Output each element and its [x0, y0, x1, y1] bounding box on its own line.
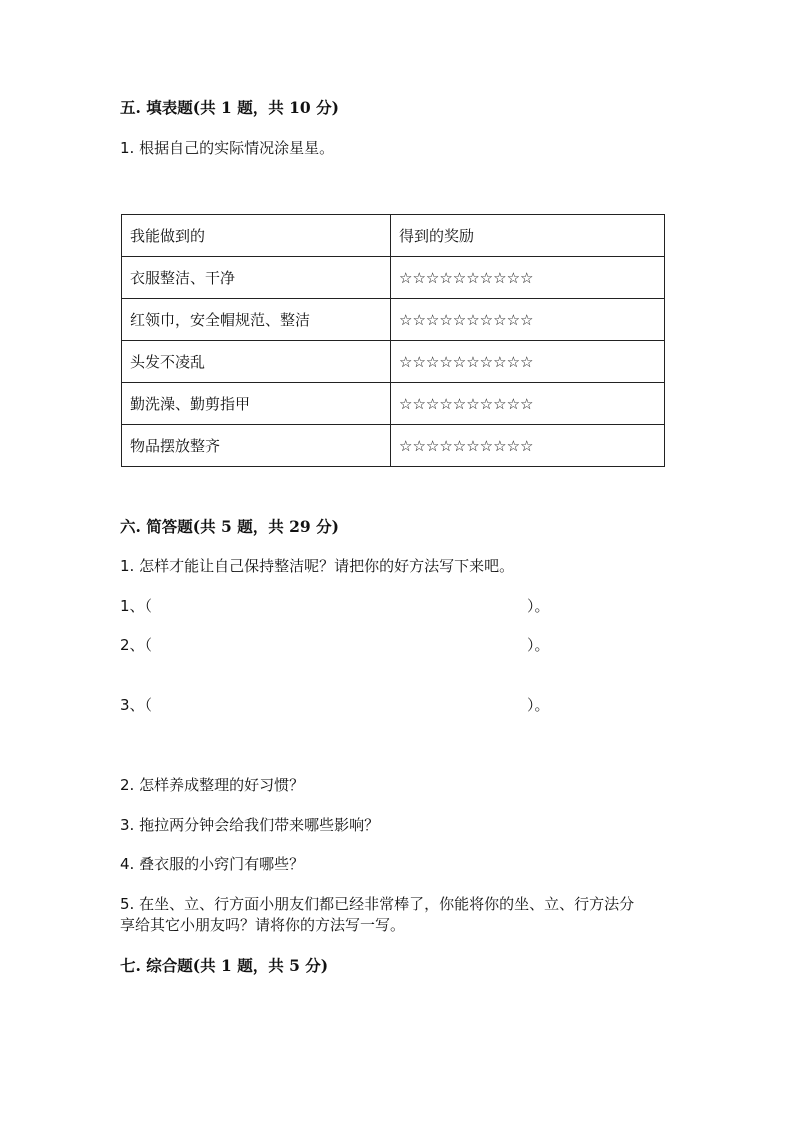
- blank-close: ）。: [527, 696, 550, 714]
- table-row: [122, 257, 665, 299]
- blank-open: 1、（: [120, 597, 153, 615]
- reward-table: [121, 214, 665, 467]
- section6-heading: 六. 简答题(共 5 题，共 29 分): [120, 517, 339, 536]
- blank-open: 3、（: [120, 696, 153, 714]
- section6-question-5-line2: 享给其它小朋友吗？请将你的方法写一写。: [120, 916, 406, 934]
- row-item: 衣服整洁、干净: [122, 257, 391, 299]
- row-item: 物品摆放整齐: [122, 425, 391, 467]
- table-row: [122, 425, 665, 467]
- row-item: 勤洗澡、勤剪指甲: [122, 383, 391, 425]
- section5-question: 1. 根据自己的实际情况涂星星。: [120, 139, 335, 157]
- table-row: [122, 341, 665, 383]
- star-rating[interactable]: ☆☆☆☆☆☆☆☆☆☆: [391, 341, 665, 383]
- table-header-row: [122, 215, 665, 257]
- blank-close: ）。: [527, 636, 550, 654]
- section6-question-5-line1: 5. 在坐、立、行方面小朋友们都已经非常棒了，你能将你的坐、立、行方法分: [120, 895, 635, 913]
- section6-question-3: 3. 拖拉两分钟会给我们带来哪些影响？: [120, 816, 380, 834]
- star-rating[interactable]: ☆☆☆☆☆☆☆☆☆☆: [391, 383, 665, 425]
- section6-question-1: 1. 怎样才能让自己保持整洁呢？请把你的好方法写下来吧。: [120, 557, 515, 575]
- star-rating[interactable]: ☆☆☆☆☆☆☆☆☆☆: [391, 425, 665, 467]
- section6-question-2: 2. 怎样养成整理的好习惯？: [120, 776, 305, 794]
- table-row: [122, 299, 665, 341]
- section5-heading: 五. 填表题(共 1 题，共 10 分): [120, 98, 339, 117]
- star-rating[interactable]: ☆☆☆☆☆☆☆☆☆☆: [391, 299, 665, 341]
- star-rating[interactable]: ☆☆☆☆☆☆☆☆☆☆: [391, 257, 665, 299]
- row-item: 头发不凌乱: [122, 341, 391, 383]
- section6-question-4: 4. 叠衣服的小窍门有哪些？: [120, 855, 305, 873]
- table-row: [122, 383, 665, 425]
- column-header-reward: 得到的奖励: [391, 215, 665, 257]
- section7-heading: 七. 综合题(共 1 题，共 5 分): [120, 956, 329, 975]
- blank-close: ）。: [527, 597, 550, 615]
- row-item: 红领巾，安全帽规范、整洁: [122, 299, 391, 341]
- column-header-can-do: 我能做到的: [122, 215, 391, 257]
- blank-open: 2、（: [120, 636, 153, 654]
